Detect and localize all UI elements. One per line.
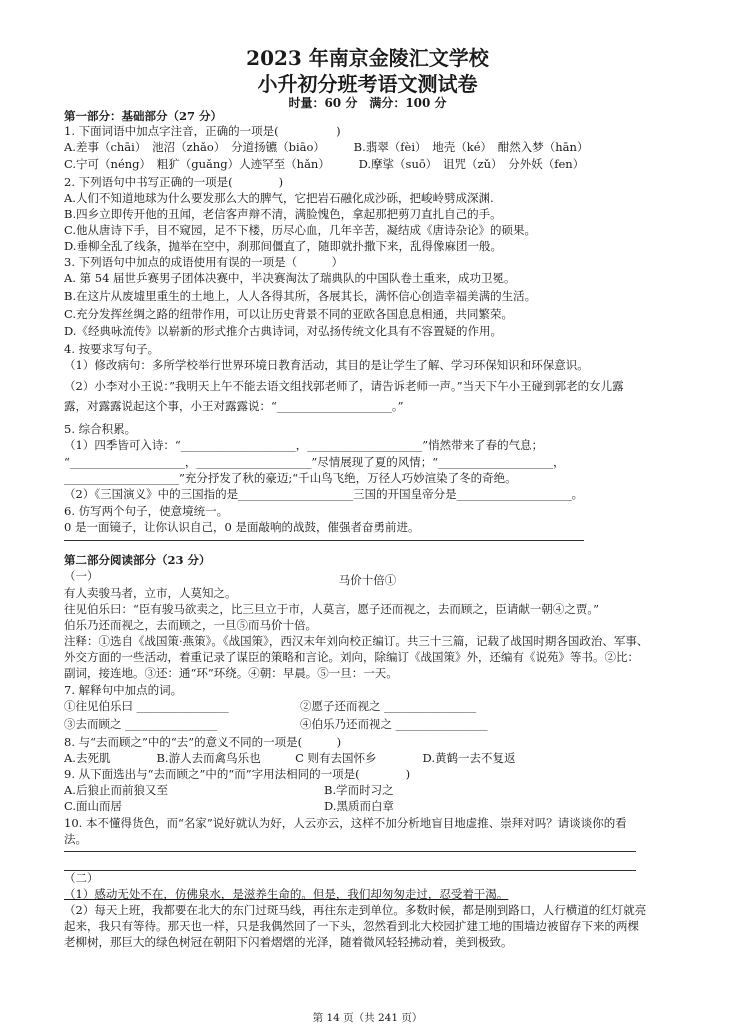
q8-options: A.去死肌 B.游人去而禽鸟乐也 C 则有去国怀乡 D.黄鹤一去不复返 [64, 751, 516, 765]
q3-option-a: A. 第 54 届世乒赛男子团体决赛中，半决赛淘汰了瑞典队的中国队卷土重来，成功卫冕。 [64, 271, 516, 285]
section2-label: （二） [64, 871, 99, 885]
part1-heading: 第一部分：基础部分（27 分） [64, 109, 223, 123]
q8-stem: 8. 与“去而顾之”中的“去”的意义不同的一项是( ) [64, 735, 342, 749]
q6-stem: 6. 仿写两个句子，使意境统一。 [64, 504, 229, 518]
q7-item2: ②愿子还而视之 ________________ [300, 699, 477, 713]
q6-example: 0 是一面镜子，让你认识自己，0 是面敲响的战鼓，催强者奋勇前进。 [64, 520, 420, 534]
q2-option-c: C.他从唐诗下手，目不窥园，足不下楼，历尽心血，几年辛苦，凝结成《唐诗杂论》的硕果。 [64, 223, 537, 237]
part2-heading: 第二部分阅读部分（23 分） [64, 553, 211, 567]
q9-option-a: A.后狼止而前狼又至 [64, 783, 168, 797]
q7-item4: ④伯乐乃还而视之 ________________ [300, 717, 488, 731]
reading-para2-line1: （2）每天上班，我都要在北大的东门过斑马线，再往东走到单位。多数时候，都是刚到路口，人行横道的红灯就亮 [64, 903, 647, 917]
q7-stem: 7. 解释句中加点的词。 [64, 683, 183, 697]
q7-item1: ①往见伯乐曰 ________________ [64, 699, 229, 713]
q4-item1: （1）修改病句：多所学校举行世界环境日教育活动，其目的是让学生了解、学习环保知识和环保意识。 [64, 358, 589, 372]
q9-stem: 9. 从下面选出与“去而顾之”中的“而”字用法相同的一项是( ) [64, 767, 411, 781]
q1-options-row2: C.宁可（néng） 粗犷（guǎng）人迹罕至（hǎn） D.摩挲（suō） 诅咒（zǔ） 分外妖（fen） [64, 157, 585, 171]
q5-item1-line1: （1）四季皆可入诗：“____________________，____________________”悄然带来了春的气息； [64, 438, 544, 452]
reading-para2-line3: 老柳树，那巨大的绿色树冠在朝阳下闪着熠熠的光泽，随着微风轻轻拂动着，美到极致。 [64, 935, 513, 949]
q1-stem: 1. 下面词语中加点字注音，正确的一项是( ) [64, 124, 341, 138]
passage-line3: 伯乐乃还而视之，去而顾之，一旦⑤而马价十倍。 [64, 618, 317, 632]
q4-item2-line1: （2）小李对小王说：”我明天上午不能去语文组找郭老师了，请告诉老师一声。”当天下午小王碰到郭老的女儿露 [64, 379, 624, 393]
note-line1: 注释：①选自《战国策·燕策》。《战国策》，西汉末年刘向校正编订。共三十三篇，记载了战国时期各国政治、军事、 [64, 634, 649, 648]
q10-stem-line2: 法。 [64, 832, 87, 846]
section1-label: （一） [64, 569, 99, 583]
q2-option-b: B.四乡立即传开他的丑闻，老信客声辩不清，满脸愧色，拿起那把剪刀直扎自己的手。 [64, 207, 502, 221]
q9-option-c: C.面山而居 [64, 799, 123, 813]
q10-stem-line1: 10. 本不懂得货色，而“名家”说好就认为好，人云亦云，这样不加分析地盲目地虚推、崇拜对吗？请谈谈你的看 [64, 816, 627, 830]
q2-option-a: A.人们不知道地球为什么要发那么大的脾气，它把岩石融化成沙砾，把峻岭劈成深渊. [64, 191, 494, 205]
q4-stem: 4. 按要求写句子。 [64, 342, 160, 356]
q5-stem: 5. 综合积累。 [64, 422, 137, 436]
q9-option-d: D.黑质而白章 [324, 799, 394, 813]
exam-title-line1: 2023 年南京金陵汇文学校 [246, 46, 489, 70]
answer-line [64, 851, 636, 852]
passage-title: 马价十倍① [338, 573, 397, 587]
q3-option-b: B.在这片从废墟里重生的土地上，人人各得其所，各展其长，满怀信心创造幸福美满的生活。 [64, 289, 537, 303]
q9-option-b: B.学而时习之 [324, 783, 394, 797]
q1-options-row1: A.差事（chāi） 池沼（zhǎo） 分道扬镳（biāo） B.翡翠（fèi） 地壳（ké） 酣然入梦（hān） [64, 140, 589, 154]
page-number: 第 14 页（共 241 页） [312, 1012, 423, 1024]
q5-item1-line2: “____________________，____________________”尽情展现了夏的风情；“____________________， [64, 455, 565, 469]
passage-line2: 往见伯乐曰：“臣有骏马欲卖之，比三旦立于市，人莫言，愿子还而视之，去而顾之，臣请献一朝④之贾。” [64, 602, 600, 616]
exam-meta: 时量：60 分 满分：100 分 [288, 96, 447, 110]
q3-stem: 3. 下列语句中加点的成语使用有误的一项是（ ） [64, 255, 344, 269]
q2-option-d: D.垂柳全乱了线条，抛举在空中，刹那间僵直了，随即就扑撒下来，乱得像麻团一般。 [64, 239, 502, 253]
reading-para1: （1）感动无处不在，仿佛泉水，是滋养生命的。但是，我们却匆匆走过，忍受着干渴。 [64, 887, 509, 901]
q3-option-c: C.充分发挥丝绸之路的纽带作用，可以让历史背景不同的亚欧各国息息相通，共同繁荣。 [64, 307, 514, 321]
note-line3: 副词，接连地。③还：通“环”环绕。④朝：早晨。⑤一旦：一天。 [64, 666, 398, 680]
reading-para2-line2: 起来，我只有等待。那天也一样，只是我偶然回了一下头，忽然看到北大校园扩建工地的围墙边被留存下来的两棵 [64, 919, 639, 933]
q4-item2-line2: 露，对露露说起这个事，小王对露露说：“____________________。” [64, 399, 404, 413]
passage-line1: 有人卖骏马者，立市，人莫知之。 [64, 586, 237, 600]
q3-option-d: D.《经典咏流传》以崭新的形式推介古典诗词，对弘扬传统文化具有不容置疑的作用。 [64, 324, 502, 338]
q7-item3: ③去而顾之 ________________ [64, 717, 218, 731]
q5-item1-line3: ____________________”充分抒发了秋的豪迈;“千山鸟飞绝，万径人巧妙渲染了冬的奇绝。 [64, 471, 517, 485]
note-line2: 外交方面的一些活动，着重记录了谋臣的策略和言论。刘向，除编订《战国策》外，还编有《说苑》等书。②比： [64, 650, 639, 664]
q2-stem: 2. 下列语句中书写正确的一项是( ) [64, 175, 284, 189]
answer-line [64, 870, 636, 871]
exam-title-line2: 小升初分班考语文测试卷 [257, 72, 478, 96]
q5-item2: （2）《三国演义》中的三国指的是____________________三国的开国皇帝分是____________________。 [64, 487, 584, 501]
answer-line [64, 540, 584, 541]
